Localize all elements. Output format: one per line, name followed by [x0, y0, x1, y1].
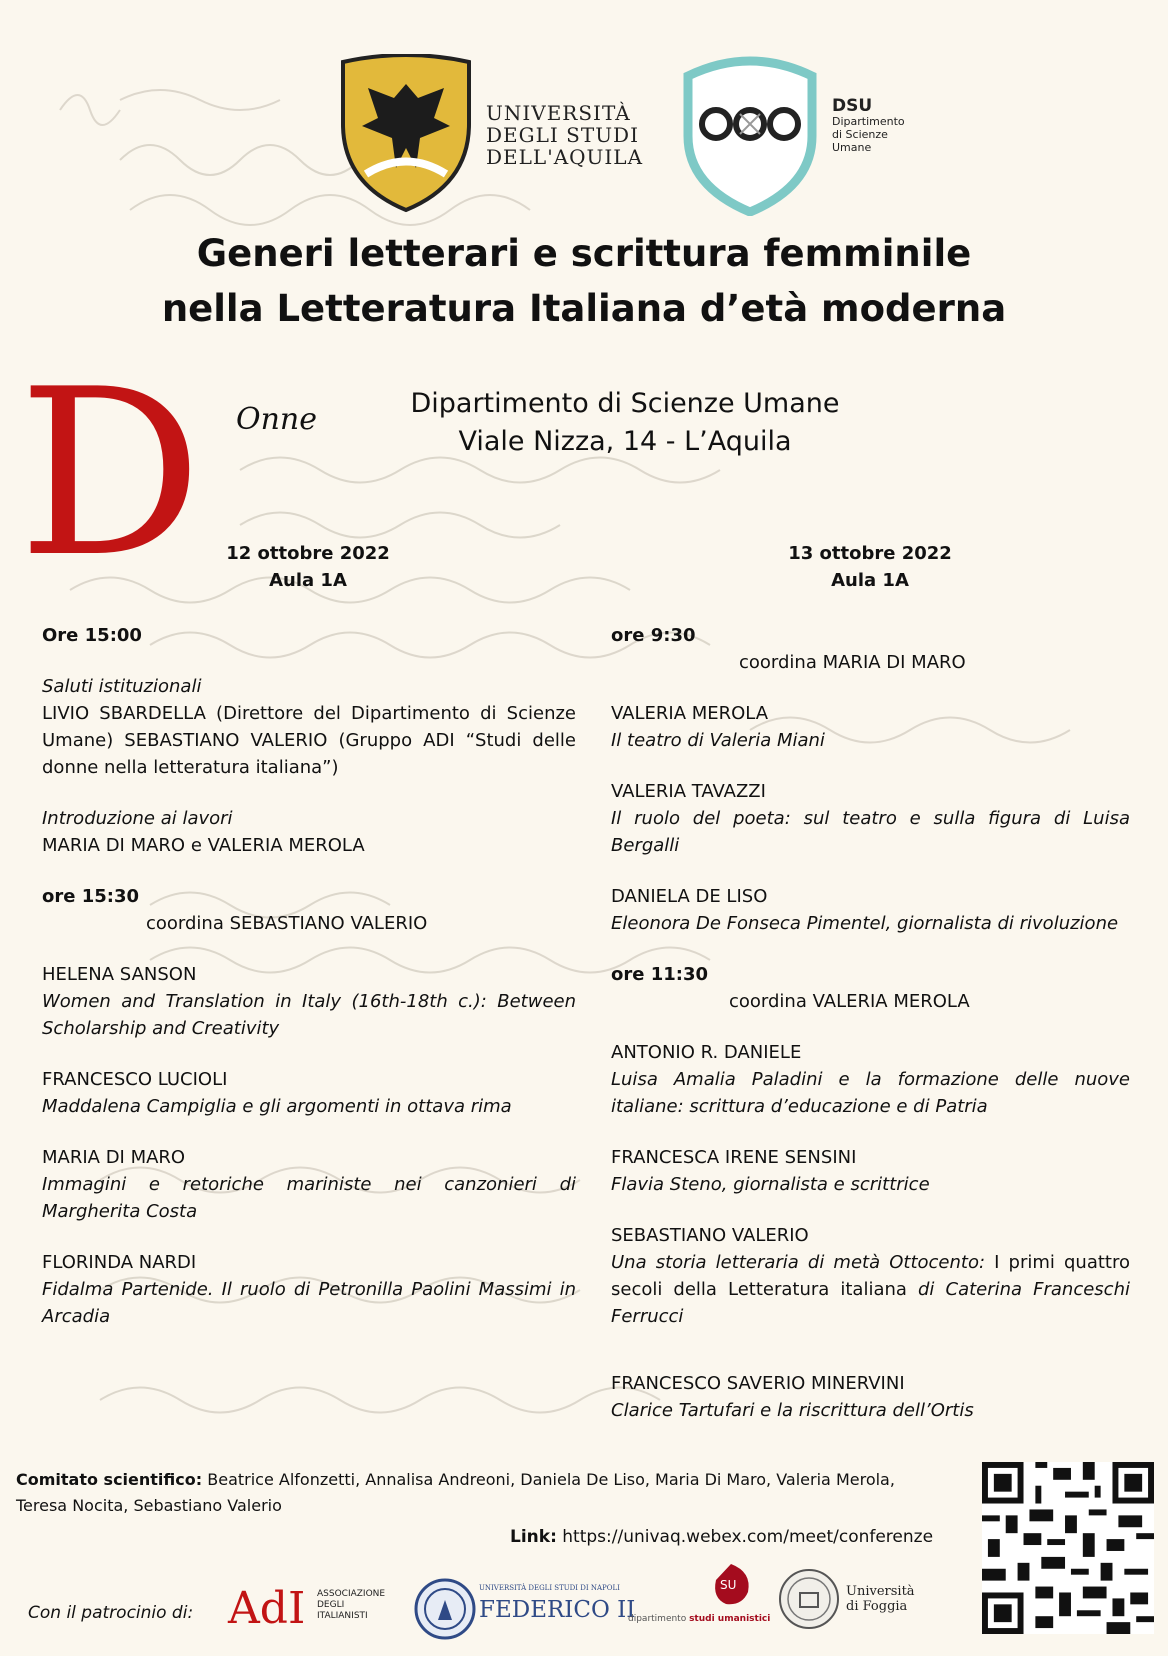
- federico-seal-icon: [414, 1578, 476, 1640]
- committee-members: Beatrice Alfonzetti, Annalisa Andreoni, Daniela De Liso, Maria Di Maro, Valeria Merola, Teresa Nocita, Sebastiano Valerio: [16, 1470, 895, 1515]
- day2-room: Aula 1A: [831, 570, 909, 591]
- adi-name-line: DEGLI: [317, 1600, 345, 1610]
- day2-date: 13 ottobre 2022: [788, 543, 952, 564]
- committee-label: Comitato scientifico:: [16, 1470, 203, 1489]
- main-title: [0, 226, 1168, 336]
- chair: coordina SEBASTIANO VALERIO: [146, 913, 428, 934]
- talk-title: Il teatro di Valeria Miani: [611, 730, 825, 751]
- day1-date: 12 ottobre 2022: [226, 543, 390, 564]
- session-speakers: MARIA DI MARO e VALERIA MEROLA: [42, 835, 365, 856]
- day2-header: [720, 540, 1020, 594]
- talk-title: Fidalma Partenide. Il ruolo di Petronilla Paolini Massimi in Arcadia: [42, 1279, 576, 1327]
- talk: [611, 1370, 1130, 1424]
- talk-title: Il ruolo del poeta: sul teatro e sulla figura di Luisa Bergalli: [611, 808, 1130, 856]
- talk: [611, 700, 1130, 754]
- time-slot: ore 11:30: [611, 964, 709, 985]
- speaker-name: SEBASTIANO VALERIO: [611, 1225, 809, 1246]
- federico-top: UNIVERSITÀ DEGLI STUDI DI NAPOLI: [479, 1584, 620, 1592]
- talk-title: Eleonora De Fonseca Pimentel, giornalista di rivoluzione: [611, 913, 1119, 934]
- venue-line-2: Viale Nizza, 14 - L’Aquila: [458, 426, 792, 457]
- univaq-name-line: DEGLI STUDI: [486, 123, 639, 147]
- talk: [42, 1066, 576, 1120]
- time-slot: Ore 15:00: [42, 625, 142, 646]
- title-line-2: nella Letteratura Italiana d’età moderna: [161, 287, 1007, 330]
- univaq-name-line: UNIVERSITÀ: [486, 101, 631, 125]
- foggia-name-line: di Foggia: [846, 1599, 908, 1614]
- talk: [611, 778, 1130, 859]
- venue: [375, 385, 875, 461]
- talk: [611, 1039, 1130, 1120]
- speaker-name: HELENA SANSON: [42, 964, 197, 985]
- talk-title-part: Caterina Franceschi Ferrucci: [611, 1279, 1130, 1327]
- talk-title: Flavia Steno, giornalista e scrittrice: [611, 1174, 930, 1195]
- adi-name: [317, 1589, 385, 1622]
- session-label: Introduzione ai lavori: [42, 808, 233, 829]
- talk: [42, 961, 576, 1042]
- day1-room: Aula 1A: [269, 570, 347, 591]
- time-slot: ore 9:30: [611, 625, 696, 646]
- adi-logo: AdI: [228, 1583, 306, 1634]
- session-speakers: LIVIO SBARDELLA (Direttore del Dipartimento di Scienze Umane) SEBASTIANO VALERIO (Gruppo ADI “Studi delle donne nella letteratura italiana”): [42, 703, 576, 778]
- day1-header: [158, 540, 458, 594]
- day1-program: [42, 622, 576, 1354]
- foggia-name-line: Università: [846, 1584, 915, 1599]
- talk-title: Maddalena Campiglia e gli argomenti in ottava rima: [42, 1096, 512, 1117]
- talk-title: Immagini e retoriche mariniste nei canzonieri di Margherita Costa: [42, 1174, 576, 1222]
- dsu-name-line: Umane: [832, 141, 872, 154]
- su-caption-part: studi umanistici: [689, 1614, 771, 1624]
- venue-line-1: Dipartimento di Scienze Umane: [410, 388, 840, 419]
- foggia-seal-icon: [778, 1568, 840, 1630]
- dsu-name-line: Dipartimento: [832, 115, 905, 128]
- chair: coordina MARIA DI MARO: [739, 652, 966, 673]
- dsu-abbr: DSU: [832, 96, 873, 116]
- univaq-shield-logo: [338, 54, 474, 214]
- link-url[interactable]: https://univaq.webex.com/meet/conferenze: [556, 1527, 934, 1547]
- link-label: Link:: [510, 1527, 557, 1547]
- dsu-shield-logo: [680, 46, 820, 216]
- speaker-name: ANTONIO R. DANIELE: [611, 1042, 802, 1063]
- adi-name-line: ASSOCIAZIONE: [317, 1589, 386, 1599]
- scientific-committee: [16, 1467, 916, 1519]
- federico-name: FEDERICO II: [479, 1597, 636, 1623]
- speaker-name: FRANCESCO LUCIOLI: [42, 1069, 228, 1090]
- talk-title: Clarice Tartufari e la riscrittura dell’Ortis: [611, 1400, 974, 1421]
- speaker-name: FLORINDA NARDI: [42, 1252, 197, 1273]
- speaker-name: VALERIA MEROLA: [611, 703, 769, 724]
- talk-title-part: I primi quattro secoli della Letteratura italiana: [611, 1252, 1130, 1300]
- qr-code-icon[interactable]: [982, 1462, 1154, 1634]
- univaq-name-line: DELL'AQUILA: [486, 145, 644, 169]
- speaker-name: VALERIA TAVAZZI: [611, 781, 766, 802]
- talk: [42, 1249, 576, 1330]
- talk-title: [611, 1249, 1130, 1330]
- talk-title: Luisa Amalia Paladini e la formazione delle nuove italiane: scrittura d’educazione e di Patria: [611, 1069, 1130, 1117]
- speaker-name: MARIA DI MARO: [42, 1147, 186, 1168]
- adi-name-line: ITALIANISTI: [317, 1611, 368, 1621]
- decorative-initial: D: [18, 341, 203, 608]
- speaker-name: FRANCESCO SAVERIO MINERVINI: [611, 1373, 905, 1394]
- webex-link[interactable]: [510, 1527, 933, 1547]
- talk-title-part: di: [918, 1279, 935, 1300]
- patronage-label: Con il patrocinio di:: [28, 1603, 194, 1623]
- su-logo-text: SU: [720, 1578, 737, 1592]
- su-caption-part: dipartimento: [628, 1614, 690, 1624]
- chair: coordina VALERIA MEROLA: [729, 991, 970, 1012]
- su-caption: [628, 1614, 770, 1624]
- speaker-name: FRANCESCA IRENE SENSINI: [611, 1147, 857, 1168]
- talk: [611, 1144, 1130, 1198]
- talk: [611, 1222, 1130, 1330]
- talk-title-part: Una storia letteraria di metà Ottocento:: [611, 1252, 986, 1273]
- talk-title: Women and Translation in Italy (16th-18th c.): Between Scholarship and Creativity: [42, 991, 576, 1039]
- decorative-onne: Onne: [236, 402, 317, 437]
- day2-program: [611, 622, 1130, 1448]
- session-label: Saluti istituzionali: [42, 676, 202, 697]
- talk: [42, 1144, 576, 1225]
- time-slot: ore 15:30: [42, 886, 140, 907]
- foggia-name: [846, 1584, 915, 1614]
- speaker-name: DANIELA DE LISO: [611, 886, 768, 907]
- title-line-1: Generi letterari e scrittura femminile: [196, 232, 972, 275]
- dsu-name-line: di Scienze: [832, 128, 888, 141]
- talk: [611, 883, 1130, 937]
- univaq-name: [486, 102, 643, 168]
- dsu-name: [832, 96, 905, 154]
